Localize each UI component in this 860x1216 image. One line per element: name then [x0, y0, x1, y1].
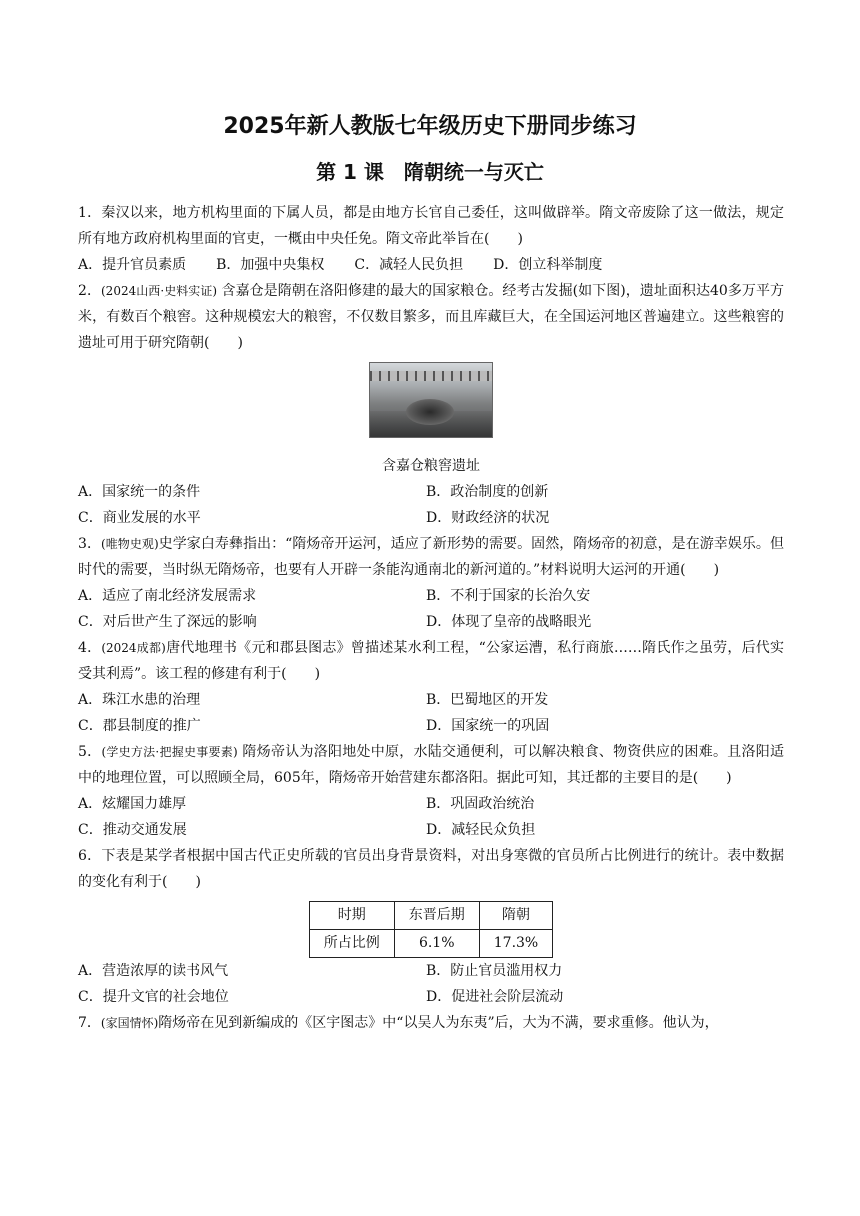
options-5: [78, 791, 784, 843]
option-d: D．促进社会阶层流动: [426, 989, 564, 1005]
table-cell: 17.3%: [479, 930, 552, 958]
options-3: [78, 583, 784, 635]
question-list: [78, 200, 784, 1036]
table-cell: 时期: [309, 902, 394, 930]
granary-site-photo: [369, 362, 493, 438]
table-cell: 隋朝: [479, 902, 552, 930]
option-c: C．对后世产生了深远的影响: [78, 614, 257, 630]
question-text: 隋炀帝认为洛阳地处中原，水陆交通便利，可以解决粮食、物资供应的困难。且洛阳适中的地理位置，可以照顾全局，605年，隋炀帝开始营建东都洛阳。据此可知，其迁都的主要目的是( ): [78, 744, 784, 786]
figure-granary: [78, 362, 784, 447]
lesson-title: 第 1 课 隋朝统一与灭亡: [316, 160, 544, 184]
question-2: [78, 278, 784, 356]
option-c: C．减轻人民负担: [354, 257, 464, 273]
question-text: 史学家白寿彝指出：“隋炀帝开运河，适应了新形势的需要。固然，隋炀帝的初意，是在游幸娱乐。但时代的需要，当时纵无隋炀帝，也要有人开辟一条能沟通南北的新河道的。”材料说明大运河的开通( ): [78, 536, 784, 578]
option-d: D．创立科举制度: [493, 257, 603, 273]
option-a: A．适应了南北经济发展需求: [78, 588, 257, 604]
table-cell: 东晋后期: [394, 902, 479, 930]
question-1: [78, 200, 784, 252]
table-cell: 6.1%: [394, 930, 479, 958]
options-6: [78, 958, 784, 1010]
option-c: C．商业发展的水平: [78, 510, 201, 526]
question-text: 含嘉仓是隋朝在洛阳修建的最大的国家粮仓。经考古发掘(如下图)，遗址面积达40多万平方米，有数百个粮窖。这种规模宏大的粮窖，不仅数目繁多，而且库藏巨大，在全国运河地区普遍建立。这些粮窖的遗址可用于研究隋朝( ): [78, 283, 784, 351]
option-b: B．巩固政治统治: [426, 796, 535, 812]
option-d: D．国家统一的巩固: [426, 718, 550, 734]
question-3: [78, 531, 784, 583]
question-number: 1．: [78, 205, 102, 221]
question-text: 下表是某学者根据中国古代正史所载的官员出身背景资料，对出身寒微的官员所占比例进行的统计。表中数据的变化有利于( ): [78, 848, 784, 890]
options-2: [78, 479, 784, 531]
question-number: 5．: [78, 744, 102, 760]
question-tag: (2024成都): [101, 641, 166, 655]
data-table: [309, 901, 553, 958]
table-row: [309, 930, 552, 958]
option-b: B．不利于国家的长治久安: [426, 588, 591, 604]
figure-caption: 含嘉仓粮窖遗址: [382, 458, 480, 474]
document-title: 2025年新人教版七年级历史下册同步练习: [223, 114, 637, 139]
options-1: [78, 252, 784, 278]
option-a: A．国家统一的条件: [78, 484, 201, 500]
option-a: A．提升官员素质: [78, 257, 187, 273]
option-d: D．体现了皇帝的战略眼光: [426, 614, 592, 630]
option-a: A．炫耀国力雄厚: [78, 796, 187, 812]
question-text: 隋炀帝在见到新编成的《区宇图志》中“以吴人为东夷”后，大为不满，要求重修。他认为，: [158, 1015, 719, 1031]
question-tag: (2024山西·史料实证): [101, 284, 218, 298]
option-b: B．政治制度的创新: [426, 484, 549, 500]
option-b: B．巴蜀地区的开发: [426, 692, 549, 708]
question-number: 6．: [78, 848, 102, 864]
option-c: C．推动交通发展: [78, 822, 187, 838]
question-7: [78, 1010, 784, 1036]
options-4: [78, 687, 784, 739]
question-text: 秦汉以来，地方机构里面的下属人员，都是由地方长官自己委任，这叫做辟举。隋文帝废除了这一做法，规定所有地方政府机构里面的官吏，一概由中央任免。隋文帝此举旨在( ): [78, 205, 784, 247]
question-number: 7．: [78, 1015, 101, 1031]
question-tag: (唯物史观): [101, 537, 159, 551]
question-tag: (家国情怀): [100, 1016, 159, 1030]
question-4: [78, 635, 784, 687]
question-5: [78, 739, 784, 791]
question-tag: (学史方法·把握史事要素): [101, 745, 238, 759]
question-number: 4．: [78, 640, 102, 656]
question-6: [78, 843, 784, 895]
option-c: C．提升文官的社会地位: [78, 989, 229, 1005]
option-c: C．郡县制度的推广: [78, 718, 201, 734]
question-number: 2．: [78, 283, 101, 299]
question-number: 3．: [78, 536, 102, 552]
table-row: [309, 902, 552, 930]
option-a: A．珠江水患的治理: [78, 692, 201, 708]
option-b: B．加强中央集权: [216, 257, 325, 273]
question-text: 唐代地理书《元和郡县图志》曾描述某水利工程，“公家运漕，私行商旅……隋氏作之虽劳，后代实受其利焉”。该工程的修建有利于( ): [78, 640, 784, 682]
option-d: D．减轻民众负担: [426, 822, 536, 838]
option-b: B．防止官员滥用权力: [426, 963, 563, 979]
option-a: A．营造浓厚的读书风气: [78, 963, 229, 979]
table-cell: 所占比例: [309, 930, 394, 958]
option-d: D．财政经济的状况: [426, 510, 550, 526]
